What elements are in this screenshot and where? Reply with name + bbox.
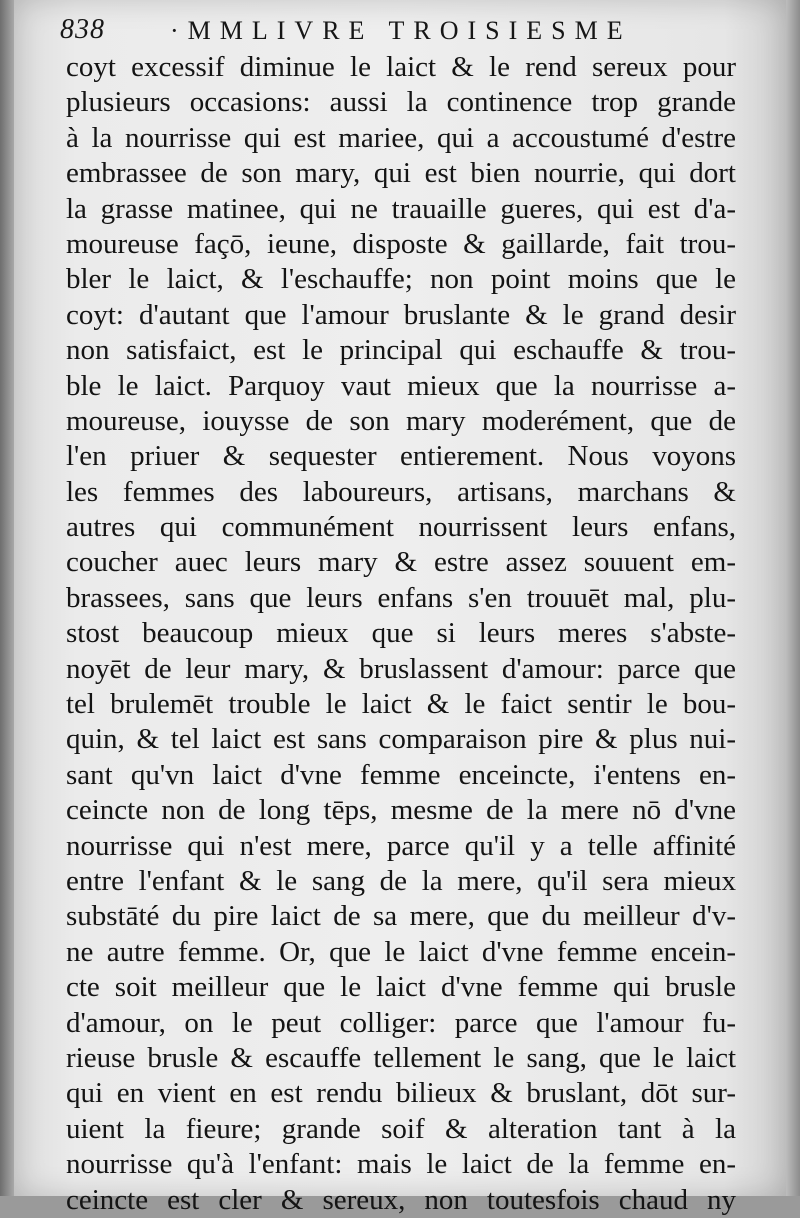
text-line: cte soit meilleur que le laict d'vne femme qui brusle bbox=[66, 971, 736, 1004]
page-number: 838 bbox=[60, 14, 105, 45]
page-header bbox=[60, 14, 740, 50]
text-line: la grasse matinee, qui ne trauaille gueres, qui est d'a- bbox=[66, 192, 736, 225]
text-line: non satisfaict, est le principal qui eschauffe & trou- bbox=[66, 334, 736, 367]
text-line: bler le laict, & l'eschauffe; non point moins que le bbox=[66, 263, 736, 296]
text-line: noyēt de leur mary, & bruslassent d'amour: parce que bbox=[66, 652, 736, 685]
text-line: ble le laict. Parquoy vaut mieux que la nourrisse a- bbox=[66, 369, 736, 402]
text-line: les femmes des laboureurs, artisans, marchans & bbox=[66, 475, 736, 508]
text-line: coyt: d'autant que l'amour bruslante & le grand desir bbox=[66, 298, 736, 331]
text-line: moureuse façō, ieune, disposte & gaillarde, fait trou- bbox=[66, 227, 736, 260]
text-line: uient la fieure; grande soif & alteration tant à la bbox=[66, 1112, 736, 1145]
text-line: substāté du pire laict de sa mere, que du meilleur d'v- bbox=[66, 900, 736, 933]
book-gutter-shadow bbox=[0, 0, 14, 1196]
text-line: plusieurs occasions: aussi la continence trop grande bbox=[66, 86, 736, 119]
text-line: entre l'enfant & le sang de la mere, qu'il sera mieux bbox=[66, 864, 736, 897]
text-line: sant qu'vn laict d'vne femme enceincte, i'entens en- bbox=[66, 758, 736, 791]
text-line: qui en vient en est rendu bilieux & bruslant, dōt sur- bbox=[66, 1077, 736, 1110]
text-line: ne autre femme. Or, que le laict d'vne femme encein- bbox=[66, 935, 736, 968]
text-line: coyt excessif diminue le laict & le rend sereux pour bbox=[66, 51, 736, 83]
text-line: l'en priuer & sequester entierement. Nous voyons bbox=[66, 440, 736, 473]
text-line: stost beaucoup mieux que si leurs meres s'abste- bbox=[66, 617, 736, 650]
text-line: à la nourrisse qui est mariee, qui a accoustumé d'estre bbox=[66, 121, 736, 154]
text-line: embrassee de son mary, qui est bien nourrie, qui dort bbox=[66, 157, 736, 190]
page-edge-shadow bbox=[786, 0, 800, 1196]
text-line: coucher auec leurs mary & estre assez souuent em- bbox=[66, 546, 736, 579]
text-line: rieuse brusle & escauffe tellement le sang, que le laict bbox=[66, 1041, 736, 1074]
running-title: ·MMLIVRE TROISIESME bbox=[170, 16, 632, 45]
text-line: ceincte non de long tēps, mesme de la mere nō d'vne bbox=[66, 794, 736, 827]
text-line: brassees, sans que leurs enfans s'en trouuēt mal, plu- bbox=[66, 581, 736, 614]
text-line: autres qui communément nourrissent leurs enfans, bbox=[66, 511, 736, 544]
text-line: quin, & tel laict est sans comparaison pire & plus nui- bbox=[66, 723, 736, 756]
text-line: tel brulemēt trouble le laict & le faict sentir le bou- bbox=[66, 688, 736, 721]
text-line: nourrisse qui n'est mere, parce qu'il y a telle affinité bbox=[66, 829, 736, 862]
body-text bbox=[66, 50, 736, 1218]
text-line: ceincte est cler & sereux, non toutesfois chaud ny bbox=[66, 1183, 736, 1216]
text-line: moureuse, iouysse de son mary moderément, que de bbox=[66, 404, 736, 437]
text-line: d'amour, on le peut colliger: parce que l'amour fu- bbox=[66, 1006, 736, 1039]
text-line: nourrisse qu'à l'enfant: mais le laict de la femme en- bbox=[66, 1148, 736, 1181]
